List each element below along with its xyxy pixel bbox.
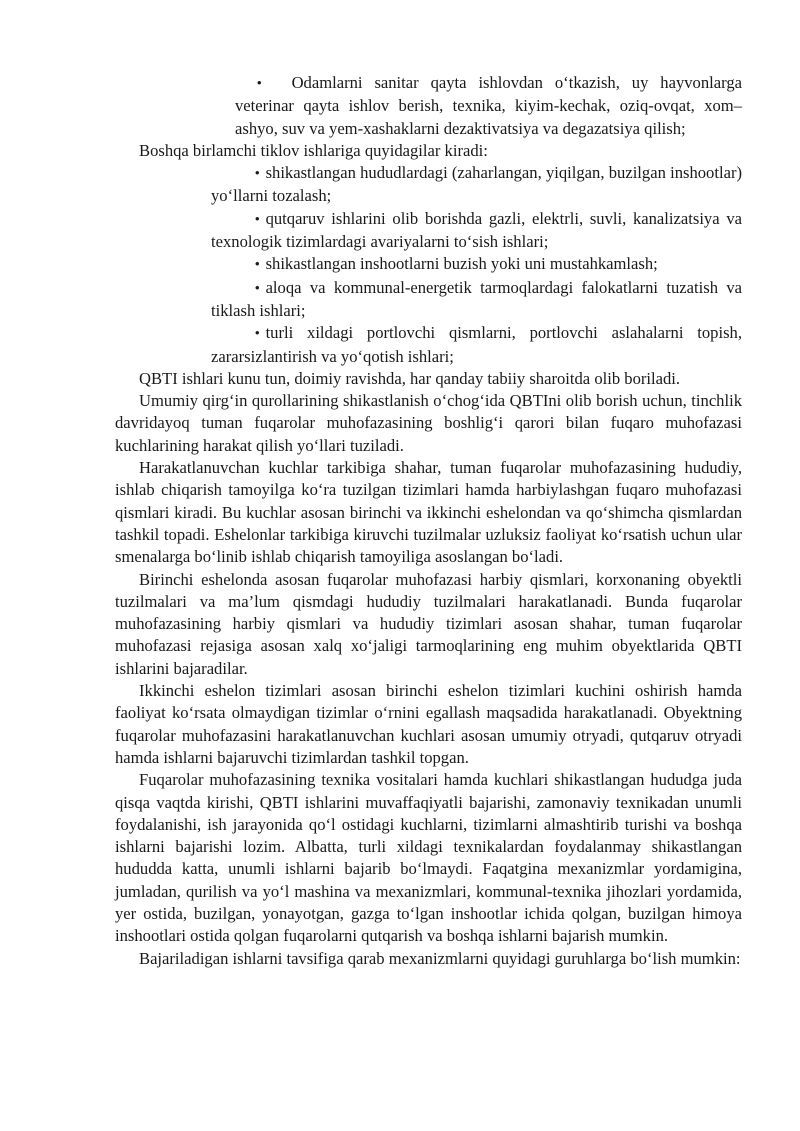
list-item [115,277,742,323]
intro-line: Boshqa birlamchi tiklov ishlariga quyidagilar kiradi: [139,140,488,160]
list-item-text: aloqa va kommunal-energetik tarmoqlardagi falokatlarni tuzatish va tiklash ishlari; [211,277,742,320]
list-item [115,253,742,276]
paragraph: Fuqarolar muhofazasining texnika vositalari hamda kuchlari shikastlangan hududga juda qisqa vaqtda kirishi, QBTI ishlarini muvaffaqiyatli bajarishi, zamonaviy texnikadan unumli foydalanishi, ish jarayonida qo‘l ostidagi kuchlarni, tizimlarni almashtirib turishi va boshqa ishlarni bajarishi lozim. Albatta, turli xildagi texnikalardan foydalanmay shikastlangan hududda katta, unumli ishlarni bajarib bo‘lmaydi. Faqatgina mexanizmlar yordamigina, jumladan, qurilish va yo‘l mashina va mexanizmlari, kommunal-texnika jihozlari yordamida, yer ostida, buzilgan, yonayotgan, gazga to‘lgan inshootlar ichida qolgan, buzilgan himoya inshootlari ostida qolgan fuqarolarni qutqarish va boshqa ishlarni bajarish mumkin. [115,770,742,946]
paragraph: Harakatlanuvchan kuchlar tarkibiga shahar, tuman fuqarolar muhofazasining hududiy, ishlab chiqarish tamoyilga ko‘ra tuzilgan tizimlari hamda harbiylashgan fuqaro muhofazasi qismlari kiradi. Bu kuchlar asosan birinchi va ikkinchi eshelondan va qo‘shimcha qismlardan tashkil topadi. Eshelonlar tarkibiga kiruvchi tuzilmalar uzluksiz faoliyat ko‘rsatish uchun ular smenalarga bo‘linib ishlab chiqarish tamoyiliga asoslangan bo‘ladi. [115,458,742,567]
list-item-text: turli xildagi portlovchi qismlarni, portlovchi aslahalarni topish, zararsizlantirish va yo‘qotish ishlari; [211,323,742,366]
document-page [115,72,742,970]
list-item [115,72,742,140]
bullet-icon: • [255,165,260,181]
list-item [115,162,742,208]
paragraph: Umumiy qirg‘in qurollarining shikastlanish o‘chog‘ida QBTIni olib borish uchun, tinchlik davridayoq tuman fuqarolar muhofazasining boshlig‘i qarori bilan fuqaro muhofazasi kuchlarining harakat qilish yo‘llari tuziladi. [115,391,742,455]
bullet-icon: • [255,210,260,226]
bullet-icon: • [255,279,260,295]
list-item [115,322,742,368]
list-item [115,208,742,254]
list-item-text: Odamlarni sanitar qayta ishlovdan o‘tkazish, uy hayvonlarga veterinar qayta ishlov berish, texnika, kiyim-kechak, oziq-ovqat, xom–ashyo, suv va yem-xashaklarni dezaktivatsiya va degazatsiya qilish; [235,73,742,138]
list-item-text: shikastlangan hududlardagi (zaharlangan, yiqilgan, buzilgan inshootlar) yo‘llarni tozalash; [211,163,742,206]
paragraph: QBTI ishlari kunu tun, doimiy ravishda, har qanday tabiiy sharoitda olib boriladi. [139,368,681,388]
paragraph: Bajariladigan ishlarni tavsifiga qarab mexanizmlarni quyidagi guruhlarga bo‘lish mumkin: [139,948,741,968]
bullet-icon: • [257,75,262,90]
list-item-text: shikastlangan inshootlarni buzish yoki uni mustahkamlash; [265,254,658,274]
paragraph: Birinchi eshelonda asosan fuqarolar muhofazasi harbiy qismlari, korxonaning obyektli tuzilmalari va ma’lum qismdagi hududiy tuzilmalari harakatlanadi. Bunda fuqarolar muhofazasining harbiy qismlari va hududiy tizimlari asosan shahar, tuman fuqarolar muhofazasi rejasiga asosan xalq xo‘jaligi tarmoqlarining eng muhim obyektlarida QBTI ishlarini bajaradilar. [115,569,742,678]
bullet-icon: • [255,256,260,272]
paragraph: Ikkinchi eshelon tizimlari asosan birinchi eshelon tizimlari kuchini oshirish hamda faoliyat ko‘rsata olmaydigan tizimlar o‘rnini egallash maqsadida harakatlanadi. Obyektning fuqarolar muhofazasini harakatlanuvchan kuchlari asosan umumiy otryadi, qutqaruv otryadi hamda ishlarni bajaruvchi tizimlardan tashkil topgan. [115,681,742,767]
list-item-text: qutqaruv ishlarini olib borishda gazli, elektrli, suvli, kanalizatsiya va texnologik tizimlardagi avariyalarni to‘sish ishlari; [211,208,742,252]
bullet-icon: • [255,325,260,341]
